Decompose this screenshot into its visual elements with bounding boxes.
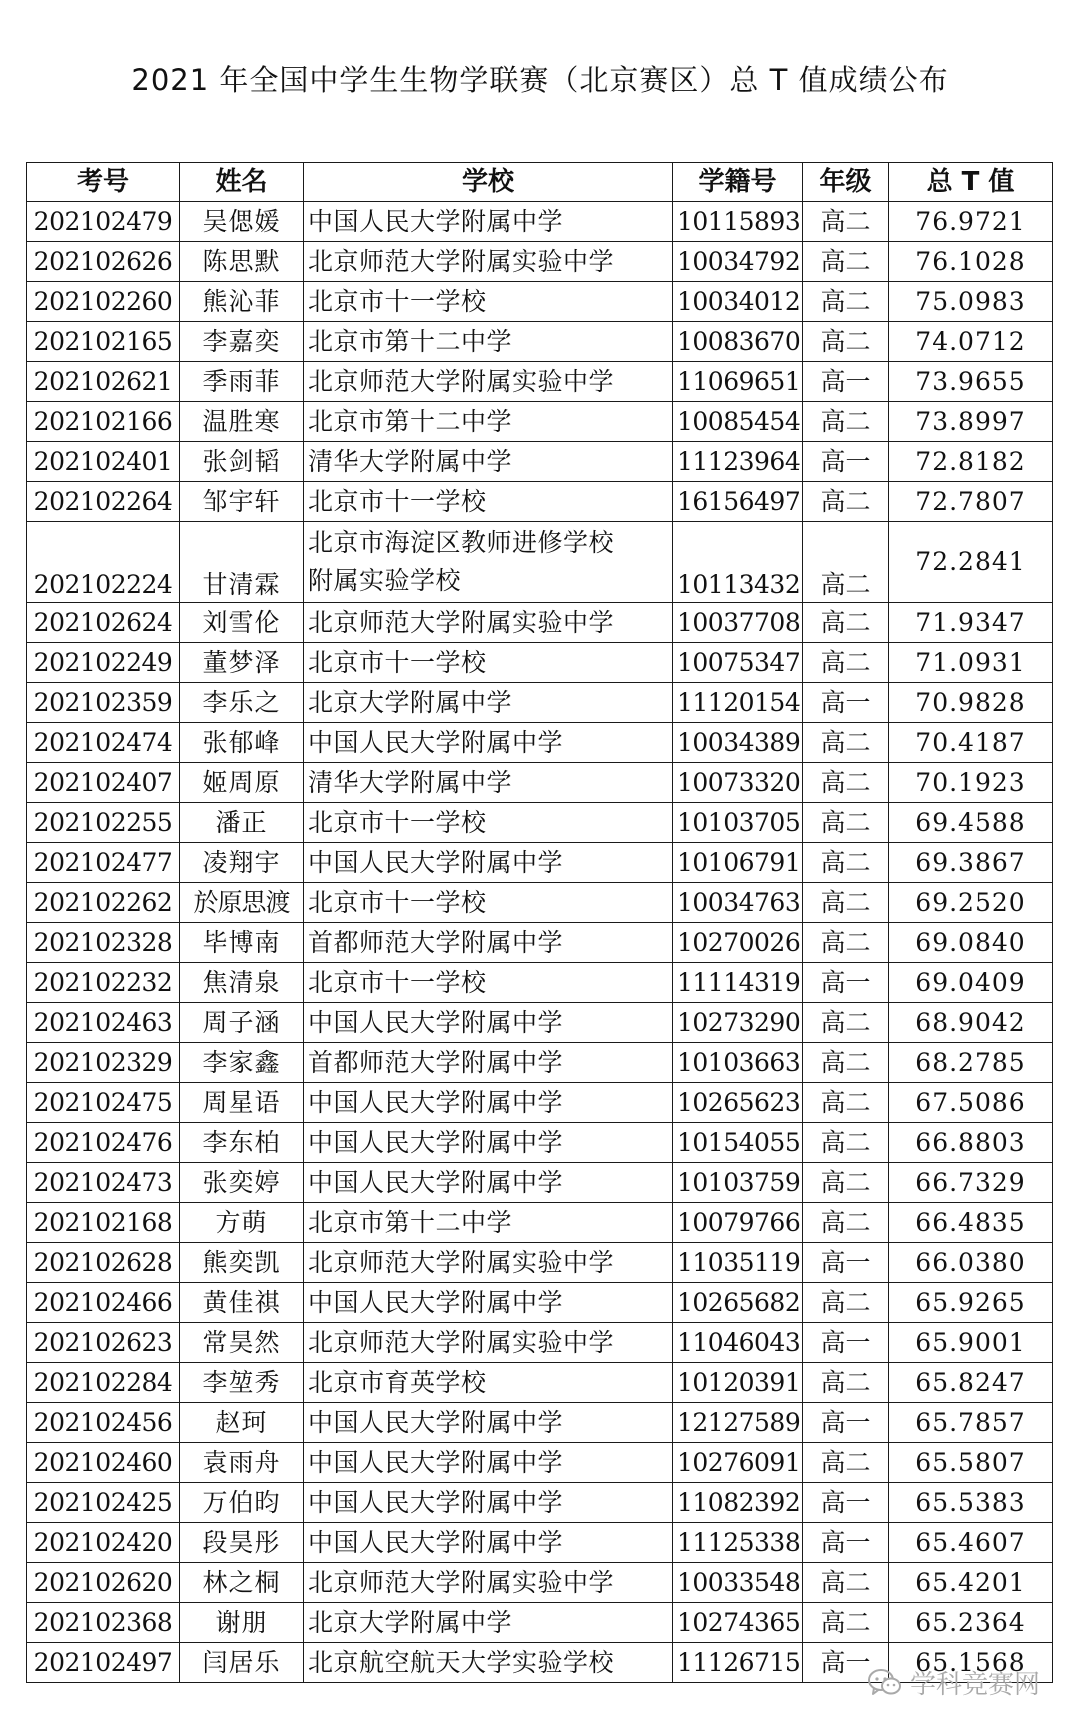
table-row bbox=[27, 963, 1053, 1003]
table-row bbox=[27, 442, 1053, 482]
cell-name: 毕博南 bbox=[180, 923, 304, 963]
cell-name: 凌翔宇 bbox=[180, 843, 304, 883]
cell-school: 中国人民大学附属中学 bbox=[304, 1483, 673, 1523]
cell-name: 李堃秀 bbox=[180, 1363, 304, 1403]
cell-t-value: 65.4201 bbox=[889, 1563, 1053, 1603]
cell-grade: 高二 bbox=[803, 843, 889, 883]
cell-t-value: 69.4588 bbox=[889, 803, 1053, 843]
cell-school: 中国人民大学附属中学 bbox=[304, 1123, 673, 1163]
cell-exam-no: 202102249 bbox=[27, 643, 180, 683]
table-row bbox=[27, 763, 1053, 803]
cell-school: 中国人民大学附属中学 bbox=[304, 1443, 673, 1483]
cell-name: 张奕婷 bbox=[180, 1163, 304, 1203]
table-row bbox=[27, 1203, 1053, 1243]
table-row bbox=[27, 1363, 1053, 1403]
cell-grade: 高二 bbox=[803, 482, 889, 522]
cell-exam-no: 202102260 bbox=[27, 282, 180, 322]
cell-t-value: 69.3867 bbox=[889, 843, 1053, 883]
cell-grade: 高一 bbox=[803, 1323, 889, 1363]
cell-school bbox=[304, 522, 673, 603]
cell-student-id: 11126715 bbox=[673, 1643, 803, 1683]
cell-t-value: 76.1028 bbox=[889, 242, 1053, 282]
cell-student-id: 10106791 bbox=[673, 843, 803, 883]
wechat-icon bbox=[868, 1668, 902, 1698]
cell-grade: 高一 bbox=[803, 963, 889, 1003]
score-table bbox=[26, 162, 1053, 1683]
cell-school: 中国人民大学附属中学 bbox=[304, 1003, 673, 1043]
cell-t-value: 65.5383 bbox=[889, 1483, 1053, 1523]
header-t-value: 总 T 值 bbox=[889, 163, 1053, 202]
table-row bbox=[27, 362, 1053, 402]
cell-exam-no: 202102166 bbox=[27, 402, 180, 442]
cell-t-value: 70.4187 bbox=[889, 723, 1053, 763]
cell-school: 北京师范大学附属实验中学 bbox=[304, 1563, 673, 1603]
cell-grade: 高一 bbox=[803, 1403, 889, 1443]
header-school: 学校 bbox=[304, 163, 673, 202]
cell-student-id: 10276091 bbox=[673, 1443, 803, 1483]
cell-name: 熊沁菲 bbox=[180, 282, 304, 322]
cell-name: 袁雨舟 bbox=[180, 1443, 304, 1483]
cell-school: 北京市十一学校 bbox=[304, 282, 673, 322]
cell-grade: 高二 bbox=[803, 1443, 889, 1483]
table-row bbox=[27, 242, 1053, 282]
table-row bbox=[27, 683, 1053, 723]
cell-t-value: 72.8182 bbox=[889, 442, 1053, 482]
cell-grade: 高二 bbox=[803, 1043, 889, 1083]
cell-school: 中国人民大学附属中学 bbox=[304, 202, 673, 242]
cell-name: 闫居乐 bbox=[180, 1643, 304, 1683]
cell-student-id: 10113432 bbox=[673, 522, 803, 603]
cell-t-value: 76.9721 bbox=[889, 202, 1053, 242]
table-row bbox=[27, 1003, 1053, 1043]
cell-student-id: 10120391 bbox=[673, 1363, 803, 1403]
cell-exam-no: 202102621 bbox=[27, 362, 180, 402]
table-row bbox=[27, 643, 1053, 683]
cell-exam-no: 202102328 bbox=[27, 923, 180, 963]
cell-student-id: 10034763 bbox=[673, 883, 803, 923]
cell-t-value: 73.8997 bbox=[889, 402, 1053, 442]
table-row bbox=[27, 322, 1053, 362]
cell-school: 北京师范大学附属实验中学 bbox=[304, 362, 673, 402]
cell-student-id: 11120154 bbox=[673, 683, 803, 723]
table-row bbox=[27, 1443, 1053, 1483]
cell-school: 北京大学附属中学 bbox=[304, 1603, 673, 1643]
cell-school: 北京大学附属中学 bbox=[304, 683, 673, 723]
cell-t-value: 65.7857 bbox=[889, 1403, 1053, 1443]
cell-name: 刘雪伦 bbox=[180, 603, 304, 643]
cell-grade: 高一 bbox=[803, 683, 889, 723]
cell-name: 黄佳祺 bbox=[180, 1283, 304, 1323]
cell-school: 北京师范大学附属实验中学 bbox=[304, 1323, 673, 1363]
cell-student-id: 10083670 bbox=[673, 322, 803, 362]
cell-exam-no: 202102626 bbox=[27, 242, 180, 282]
cell-school: 首都师范大学附属中学 bbox=[304, 1043, 673, 1083]
cell-grade: 高二 bbox=[803, 1603, 889, 1643]
cell-t-value: 74.0712 bbox=[889, 322, 1053, 362]
cell-t-value: 66.4835 bbox=[889, 1203, 1053, 1243]
cell-grade: 高二 bbox=[803, 1563, 889, 1603]
cell-grade: 高二 bbox=[803, 202, 889, 242]
cell-grade: 高二 bbox=[803, 603, 889, 643]
cell-name: 段昊彤 bbox=[180, 1523, 304, 1563]
cell-school: 北京市第十二中学 bbox=[304, 1203, 673, 1243]
cell-grade: 高一 bbox=[803, 1243, 889, 1283]
cell-student-id: 10265682 bbox=[673, 1283, 803, 1323]
cell-name: 焦清泉 bbox=[180, 963, 304, 1003]
table-row bbox=[27, 843, 1053, 883]
cell-name: 吴偲媛 bbox=[180, 202, 304, 242]
cell-exam-no: 202102623 bbox=[27, 1323, 180, 1363]
cell-grade: 高一 bbox=[803, 1643, 889, 1683]
cell-t-value: 70.9828 bbox=[889, 683, 1053, 723]
cell-student-id: 10034389 bbox=[673, 723, 803, 763]
cell-grade: 高二 bbox=[803, 402, 889, 442]
cell-grade: 高二 bbox=[803, 1003, 889, 1043]
cell-grade: 高二 bbox=[803, 723, 889, 763]
cell-student-id: 10265623 bbox=[673, 1083, 803, 1123]
cell-student-id: 11123964 bbox=[673, 442, 803, 482]
cell-student-id: 10273290 bbox=[673, 1003, 803, 1043]
cell-school: 清华大学附属中学 bbox=[304, 763, 673, 803]
cell-t-value: 73.9655 bbox=[889, 362, 1053, 402]
cell-exam-no: 202102420 bbox=[27, 1523, 180, 1563]
cell-name: 李嘉奕 bbox=[180, 322, 304, 362]
cell-student-id: 10034792 bbox=[673, 242, 803, 282]
cell-exam-no: 202102475 bbox=[27, 1083, 180, 1123]
cell-t-value: 69.0840 bbox=[889, 923, 1053, 963]
cell-student-id: 16156497 bbox=[673, 482, 803, 522]
cell-student-id: 11035119 bbox=[673, 1243, 803, 1283]
header-exam-no: 考号 bbox=[27, 163, 180, 202]
cell-student-id: 10085454 bbox=[673, 402, 803, 442]
cell-grade: 高二 bbox=[803, 282, 889, 322]
cell-grade: 高二 bbox=[803, 242, 889, 282]
cell-student-id: 10103705 bbox=[673, 803, 803, 843]
school-line-2: 附属实验学校 bbox=[308, 566, 462, 595]
table-row bbox=[27, 202, 1053, 242]
table-row bbox=[27, 1043, 1053, 1083]
cell-exam-no: 202102466 bbox=[27, 1283, 180, 1323]
cell-name: 邹宇轩 bbox=[180, 482, 304, 522]
cell-name: 谢朋 bbox=[180, 1603, 304, 1643]
cell-exam-no: 202102476 bbox=[27, 1123, 180, 1163]
cell-grade: 高二 bbox=[803, 322, 889, 362]
cell-exam-no: 202102624 bbox=[27, 603, 180, 643]
cell-t-value: 65.5807 bbox=[889, 1443, 1053, 1483]
cell-grade: 高二 bbox=[803, 1363, 889, 1403]
cell-grade: 高二 bbox=[803, 1123, 889, 1163]
cell-school: 北京师范大学附属实验中学 bbox=[304, 603, 673, 643]
table-row bbox=[27, 522, 1053, 603]
cell-school: 北京市十一学校 bbox=[304, 643, 673, 683]
cell-school: 北京市第十二中学 bbox=[304, 322, 673, 362]
cell-name: 李家鑫 bbox=[180, 1043, 304, 1083]
header-name: 姓名 bbox=[180, 163, 304, 202]
cell-exam-no: 202102477 bbox=[27, 843, 180, 883]
cell-name: 方萌 bbox=[180, 1203, 304, 1243]
table-row bbox=[27, 402, 1053, 442]
cell-grade: 高二 bbox=[803, 643, 889, 683]
cell-t-value: 65.9265 bbox=[889, 1283, 1053, 1323]
cell-grade: 高二 bbox=[803, 1163, 889, 1203]
cell-grade: 高二 bbox=[803, 522, 889, 603]
cell-school: 北京市十一学校 bbox=[304, 803, 673, 843]
cell-name: 张剑韬 bbox=[180, 442, 304, 482]
cell-name: 万伯昀 bbox=[180, 1483, 304, 1523]
table-row bbox=[27, 883, 1053, 923]
cell-exam-no: 202102284 bbox=[27, 1363, 180, 1403]
table-row bbox=[27, 1403, 1053, 1443]
cell-grade: 高一 bbox=[803, 1523, 889, 1563]
cell-name: 周星语 bbox=[180, 1083, 304, 1123]
header-grade: 年级 bbox=[803, 163, 889, 202]
cell-student-id: 11125338 bbox=[673, 1523, 803, 1563]
table-row bbox=[27, 1123, 1053, 1163]
cell-exam-no: 202102232 bbox=[27, 963, 180, 1003]
cell-exam-no: 202102628 bbox=[27, 1243, 180, 1283]
cell-grade: 高一 bbox=[803, 1483, 889, 1523]
cell-name: 熊奕凯 bbox=[180, 1243, 304, 1283]
cell-name: 甘清霖 bbox=[180, 522, 304, 603]
cell-school: 北京市十一学校 bbox=[304, 482, 673, 522]
cell-exam-no: 202102425 bbox=[27, 1483, 180, 1523]
table-row bbox=[27, 1083, 1053, 1123]
cell-school: 中国人民大学附属中学 bbox=[304, 723, 673, 763]
cell-grade: 高二 bbox=[803, 763, 889, 803]
table-row bbox=[27, 1323, 1053, 1363]
cell-exam-no: 202102460 bbox=[27, 1443, 180, 1483]
cell-name: 季雨菲 bbox=[180, 362, 304, 402]
cell-school: 清华大学附属中学 bbox=[304, 442, 673, 482]
cell-student-id: 12127589 bbox=[673, 1403, 803, 1443]
cell-school: 北京航空航天大学实验学校 bbox=[304, 1643, 673, 1683]
cell-t-value: 65.2364 bbox=[889, 1603, 1053, 1643]
cell-student-id: 10033548 bbox=[673, 1563, 803, 1603]
cell-grade: 高二 bbox=[803, 923, 889, 963]
cell-grade: 高二 bbox=[803, 1083, 889, 1123]
table-row bbox=[27, 1483, 1053, 1523]
cell-t-value: 69.2520 bbox=[889, 883, 1053, 923]
cell-exam-no: 202102620 bbox=[27, 1563, 180, 1603]
table-row bbox=[27, 1243, 1053, 1283]
cell-exam-no: 202102407 bbox=[27, 763, 180, 803]
cell-t-value: 66.8803 bbox=[889, 1123, 1053, 1163]
table-row bbox=[27, 803, 1053, 843]
cell-exam-no: 202102168 bbox=[27, 1203, 180, 1243]
cell-name: 赵珂 bbox=[180, 1403, 304, 1443]
cell-name: 董梦泽 bbox=[180, 643, 304, 683]
table-row bbox=[27, 1283, 1053, 1323]
cell-t-value: 75.0983 bbox=[889, 282, 1053, 322]
cell-student-id: 11114319 bbox=[673, 963, 803, 1003]
cell-school: 中国人民大学附属中学 bbox=[304, 1083, 673, 1123]
cell-exam-no: 202102368 bbox=[27, 1603, 180, 1643]
cell-student-id: 10270026 bbox=[673, 923, 803, 963]
cell-exam-no: 202102329 bbox=[27, 1043, 180, 1083]
table-row bbox=[27, 923, 1053, 963]
cell-name: 温胜寒 bbox=[180, 402, 304, 442]
cell-exam-no: 202102456 bbox=[27, 1403, 180, 1443]
table-row bbox=[27, 1563, 1053, 1603]
cell-school: 中国人民大学附属中学 bbox=[304, 1163, 673, 1203]
page-title: 2021 年全国中学生生物学联赛（北京赛区）总 T 值成绩公布 bbox=[131, 63, 949, 97]
cell-exam-no: 202102474 bbox=[27, 723, 180, 763]
cell-school: 北京市育英学校 bbox=[304, 1363, 673, 1403]
cell-t-value: 71.0931 bbox=[889, 643, 1053, 683]
cell-student-id: 10274365 bbox=[673, 1603, 803, 1643]
cell-exam-no: 202102479 bbox=[27, 202, 180, 242]
cell-grade: 高一 bbox=[803, 442, 889, 482]
cell-exam-no: 202102473 bbox=[27, 1163, 180, 1203]
watermark-text: 学科竞赛网 bbox=[909, 1670, 1040, 1700]
table-row bbox=[27, 603, 1053, 643]
table-row bbox=[27, 282, 1053, 322]
header-student-id: 学籍号 bbox=[673, 163, 803, 202]
cell-t-value: 68.2785 bbox=[889, 1043, 1053, 1083]
cell-name: 李乐之 bbox=[180, 683, 304, 723]
cell-exam-no: 202102401 bbox=[27, 442, 180, 482]
table-row bbox=[27, 723, 1053, 763]
cell-school: 北京市十一学校 bbox=[304, 883, 673, 923]
cell-school: 首都师范大学附属中学 bbox=[304, 923, 673, 963]
cell-student-id: 10103663 bbox=[673, 1043, 803, 1083]
cell-grade: 高二 bbox=[803, 803, 889, 843]
cell-school: 中国人民大学附属中学 bbox=[304, 1523, 673, 1563]
cell-student-id: 11046043 bbox=[673, 1323, 803, 1363]
cell-student-id: 10073320 bbox=[673, 763, 803, 803]
cell-t-value: 69.0409 bbox=[889, 963, 1053, 1003]
cell-school: 北京市十一学校 bbox=[304, 963, 673, 1003]
cell-school: 中国人民大学附属中学 bbox=[304, 1403, 673, 1443]
cell-student-id: 10075347 bbox=[673, 643, 803, 683]
cell-t-value: 67.5086 bbox=[889, 1083, 1053, 1123]
cell-student-id: 11069651 bbox=[673, 362, 803, 402]
table-row bbox=[27, 1603, 1053, 1643]
table-header-row bbox=[27, 163, 1053, 202]
cell-student-id: 10079766 bbox=[673, 1203, 803, 1243]
cell-school: 中国人民大学附属中学 bbox=[304, 843, 673, 883]
cell-student-id: 10154055 bbox=[673, 1123, 803, 1163]
watermark bbox=[868, 1664, 1040, 1701]
cell-grade: 高二 bbox=[803, 1283, 889, 1323]
cell-exam-no: 202102224 bbox=[27, 522, 180, 603]
cell-t-value: 65.8247 bbox=[889, 1363, 1053, 1403]
cell-student-id: 10103759 bbox=[673, 1163, 803, 1203]
cell-t-value: 68.9042 bbox=[889, 1003, 1053, 1043]
cell-exam-no: 202102359 bbox=[27, 683, 180, 723]
cell-exam-no: 202102262 bbox=[27, 883, 180, 923]
cell-t-value: 66.7329 bbox=[889, 1163, 1053, 1203]
cell-name: 常昊然 bbox=[180, 1323, 304, 1363]
cell-school: 中国人民大学附属中学 bbox=[304, 1283, 673, 1323]
cell-t-value: 65.9001 bbox=[889, 1323, 1053, 1363]
cell-exam-no: 202102497 bbox=[27, 1643, 180, 1683]
cell-student-id: 10034012 bbox=[673, 282, 803, 322]
cell-grade: 高二 bbox=[803, 883, 889, 923]
cell-t-value: 71.9347 bbox=[889, 603, 1053, 643]
cell-school: 北京师范大学附属实验中学 bbox=[304, 1243, 673, 1283]
cell-exam-no: 202102165 bbox=[27, 322, 180, 362]
cell-t-value: 65.1568 bbox=[889, 1643, 1053, 1683]
table-row bbox=[27, 1523, 1053, 1563]
cell-name: 姬周原 bbox=[180, 763, 304, 803]
cell-name: 潘正 bbox=[180, 803, 304, 843]
cell-name: 林之桐 bbox=[180, 1563, 304, 1603]
cell-t-value: 72.2841 bbox=[889, 522, 1053, 603]
cell-t-value: 72.7807 bbox=[889, 482, 1053, 522]
cell-name: 李东柏 bbox=[180, 1123, 304, 1163]
cell-exam-no: 202102264 bbox=[27, 482, 180, 522]
table-row bbox=[27, 482, 1053, 522]
cell-name: 陈思默 bbox=[180, 242, 304, 282]
table-row bbox=[27, 1163, 1053, 1203]
cell-student-id: 10037708 bbox=[673, 603, 803, 643]
cell-grade: 高二 bbox=[803, 1203, 889, 1243]
cell-t-value: 66.0380 bbox=[889, 1243, 1053, 1283]
cell-school: 北京师范大学附属实验中学 bbox=[304, 242, 673, 282]
cell-student-id: 10115893 bbox=[673, 202, 803, 242]
cell-t-value: 70.1923 bbox=[889, 763, 1053, 803]
school-line-1: 北京市海淀区教师进修学校 bbox=[308, 528, 615, 557]
cell-t-value: 65.4607 bbox=[889, 1523, 1053, 1563]
cell-exam-no: 202102255 bbox=[27, 803, 180, 843]
cell-name: 周子涵 bbox=[180, 1003, 304, 1043]
cell-grade: 高一 bbox=[803, 362, 889, 402]
cell-exam-no: 202102463 bbox=[27, 1003, 180, 1043]
cell-school: 北京市第十二中学 bbox=[304, 402, 673, 442]
cell-name: 张郁峰 bbox=[180, 723, 304, 763]
cell-name: 於原思渡 bbox=[180, 883, 304, 923]
cell-student-id: 11082392 bbox=[673, 1483, 803, 1523]
